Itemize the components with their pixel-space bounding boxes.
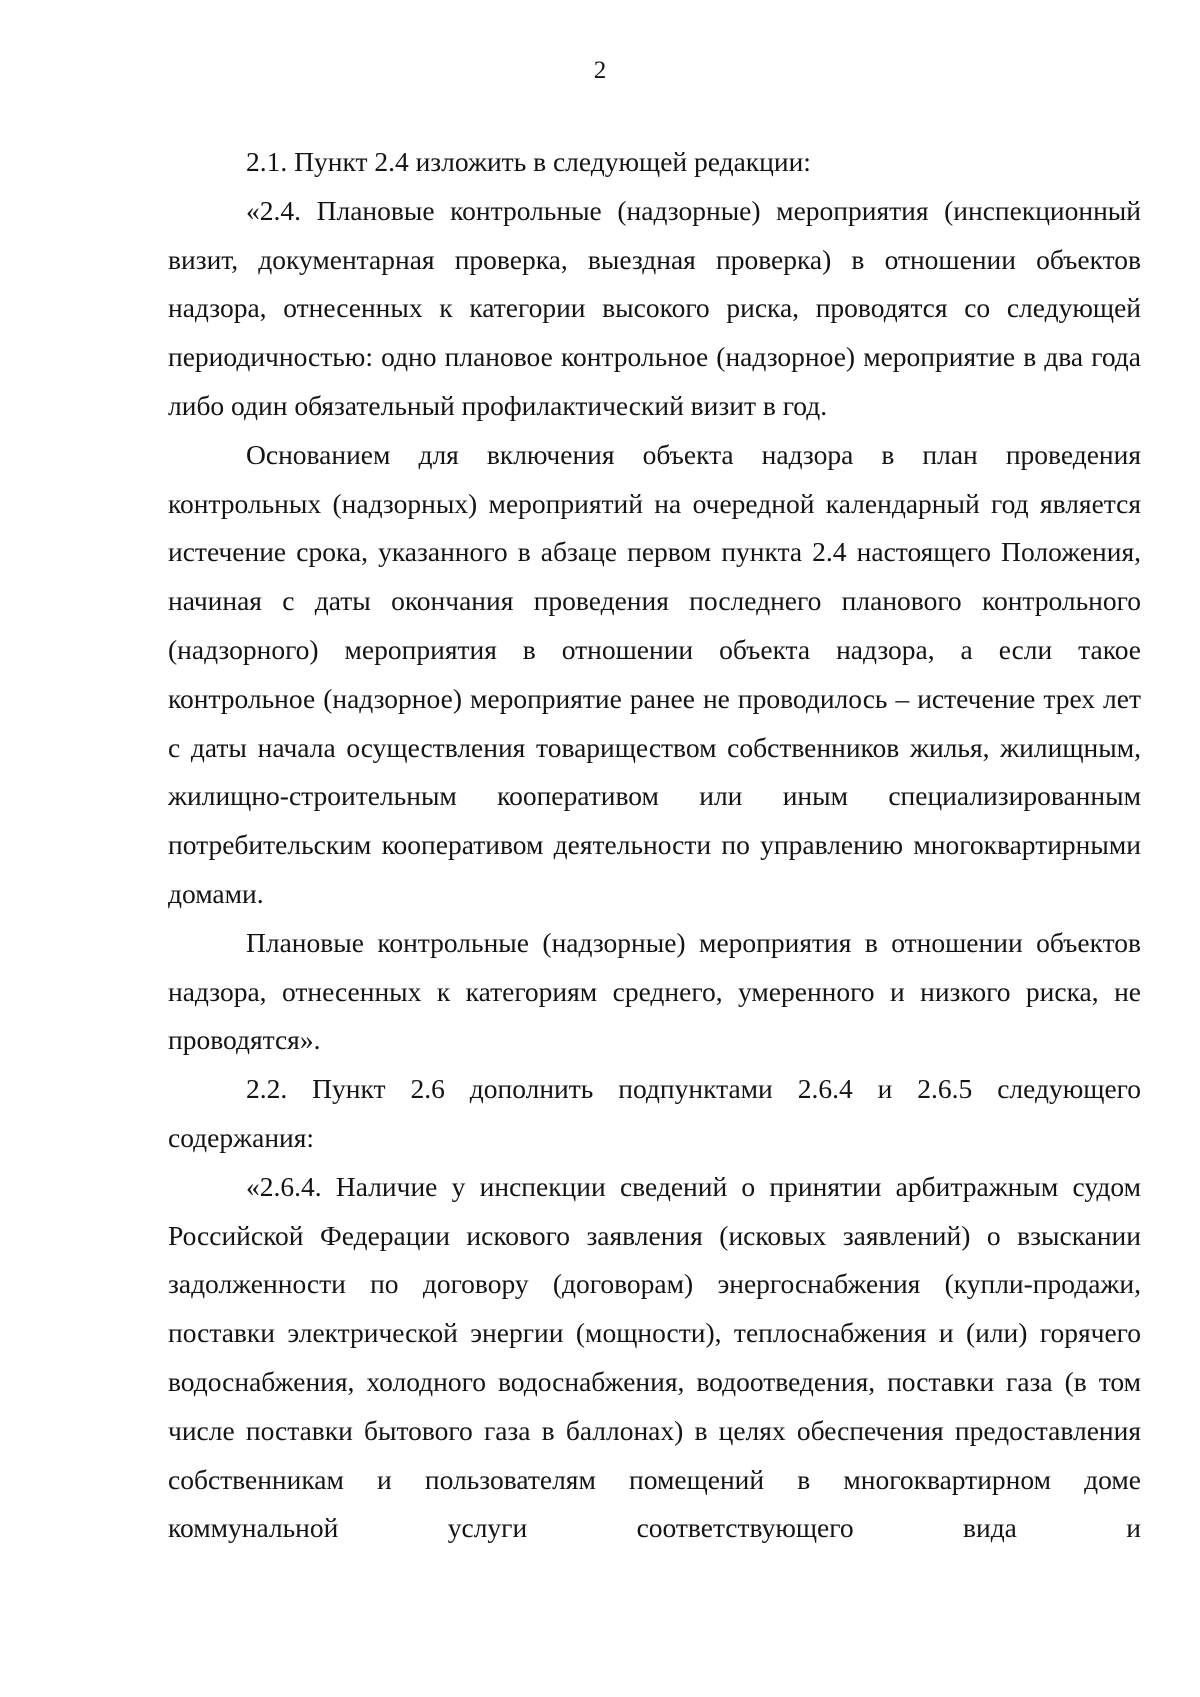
paragraph-2-6-4: «2.6.4. Наличие у инспекции сведений о принятии арбитражным судом Российской Федерации искового заявления (исковых заявлений) о взыскании задолженности по договору (договорам) энергоснабжения (купли-продажи, поставки электрической энергии (мощности), теплоснабжения и (или) горячего водоснабжения, холодного водоснабжения, водоотведения, поставки газа (в том числе поставки бытового газа в баллонах) в целях обеспечения предоставления собственникам и пользователям помещений в многоквартирном доме коммунальной услуги соответствующего вида и: [168, 1170, 1141, 1544]
paragraph-2-1: 2.1. Пункт 2.4 изложить в следующей редакции:: [246, 146, 811, 177]
page-number: 2: [593, 57, 607, 84]
document-body: [168, 138, 1141, 1553]
paragraph-planned-measures: Плановые контрольные (надзорные) мероприятия в отношении объектов надзора, отнесенных к категориям среднего, умеренного и низкого риска, не проводятся».: [168, 926, 1141, 1056]
paragraph-2-4: «2.4. Плановые контрольные (надзорные) мероприятия (инспекционный визит, документарная проверка, выездная проверка) в отношении объектов надзора, отнесенных к категории высокого риска, проводятся со следующей периодичностью: одно плановое контрольное (надзорное) мероприятие в два года либо один обязательный профилактический визит в год.: [168, 194, 1141, 421]
paragraph-basis: Основанием для включения объекта надзора в план проведения контрольных (надзорных) мероприятий на очередной календарный год является истечение срока, указанного в абзаце первом пункта 2.4 настоящего Положения, начиная с даты окончания проведения последнего планового контрольного (надзорного) мероприятия в отношении объекта надзора, а если такое контрольное (надзорное) мероприятие ранее не проводилось – истечение трех лет с даты начала осуществления товариществом собственников жилья, жилищным, жилищно-строительным кооперативом или иным специализированным потребительским кооперативом деятельности по управлению многоквартирными домами.: [168, 438, 1141, 909]
paragraph-2-2: 2.2. Пункт 2.6 дополнить подпунктами 2.6.4 и 2.6.5 следующего содержания:: [168, 1073, 1141, 1153]
